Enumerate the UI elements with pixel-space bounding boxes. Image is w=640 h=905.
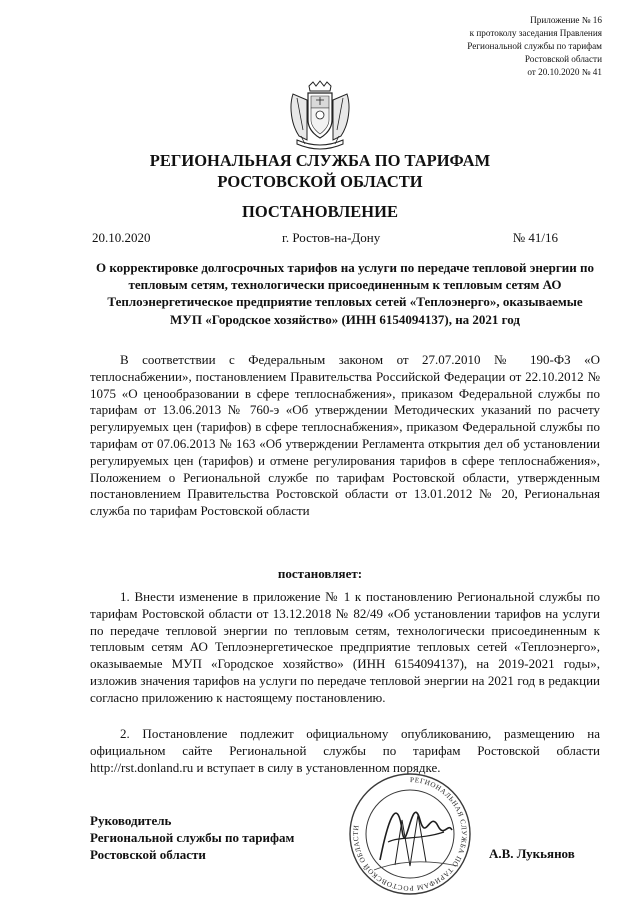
coat-of-arms-icon [287,80,353,152]
resolves-heading: постановляет: [277,566,363,581]
date-line [92,230,558,248]
appendix-line: Ростовской области [524,54,602,64]
organization-name [0,150,640,192]
appendix-line: от 20.10.2020 № 41 [527,67,602,77]
official-seal-stamp [340,770,480,895]
signatory-title [90,812,294,863]
signatory-name: А.В. Лукьянов [489,846,575,861]
organization-name-line: РОСТОВСКОЙ ОБЛАСТИ [217,172,423,191]
seal-ring-text: РЕГИОНАЛЬНАЯ СЛУЖБА ПО ТАРИФАМ РОСТОВСКОЙ ОБЛАСТИ [351,775,468,893]
signatory-title-line: Региональной службы по тарифам [90,830,295,845]
document-subject: О корректировке долгосрочных тарифов на услуги по передаче тепловой энергии по тепловым сетям, технологически присоединенным к тепловым сетям АО Теплоэнергетическое предприятие тепловых сетей «Теплоэнерго», оказываемые МУП «Городское хозяйство» (ИНН 6154094137), на 2021 год [95,260,595,327]
resolution-item-2: 2. Постановление подлежит официальному опубликованию, размещению на официальном сайте Региональной службы по тарифам Ростовской области http://rst.donland.ru и вступает в силу в установленном порядке. [90,726,600,775]
appendix-line: Региональной службы по тарифам [467,41,602,51]
organization-name-line: РЕГИОНАЛЬНАЯ СЛУЖБА ПО ТАРИФАМ [149,151,491,170]
signatory-title-line: Ростовской области [90,847,206,862]
document-type: ПОСТАНОВЛЕНИЕ [242,202,398,221]
svg-text:РЕГИОНАЛЬНАЯ СЛУЖБА ПО ТАРИФАМ [352,776,468,892]
appendix-line: к протоколу заседания Правления [469,28,602,38]
resolution-item-1: 1. Внести изменение в приложение № 1 к постановлению Региональной службы по тарифам Ростовской области от 13.12.2018 № 82/49 «Об установлении тарифов на услуги по передаче тепловой энергии по тепловым сетям, технологически присоединенным к тепловым сетям АО Теплоэнергетическое предприятие тепловых сетей «Теплоэнерго», оказываемые МУП «Городское хозяйство» (ИНН 6154094137), на 2019-2021 годы», изложив значения тарифов на услуги по передаче тепловой энергии на 2021 год в редакции согласно приложению к настоящему постановлению. [90,589,600,705]
document-city: г. Ростов-на-Дону [282,230,381,245]
document-date: 20.10.2020 [92,230,151,245]
appendix-line: Приложение № 16 [530,15,602,25]
signatory-title-line: Руководитель [90,813,172,828]
preamble-paragraph: В соответствии с Федеральным законом от 27.07.2010 № 190-ФЗ «О теплоснабжении», постановлением Правительства Российской Федерации от 22.10.2012 № 1075 «О ценообразовании в сфере теплоснабжения», приказом Федеральной службы по тарифам от 13.06.2013 № 760-э «Об утверждении Методических указаний по расчету регулируемых цен (тарифов) в сфере теплоснабжения», приказом Федеральной службы по тарифам от 07.06.2013 № 163 «Об утверждении Регламента открытия дел об установлении регулируемых цен (тарифов) и отмене регулирования тарифов в сфере теплоснабжения», Положением о Региональной службе по тарифам Ростовской области, утвержденным постановлением Правительства Ростовской области от 13.01.2012 № 20, Региональная служба по тарифам Ростовской области [90,352,600,519]
document-number: № 41/16 [512,230,558,245]
appendix-note [342,14,602,79]
